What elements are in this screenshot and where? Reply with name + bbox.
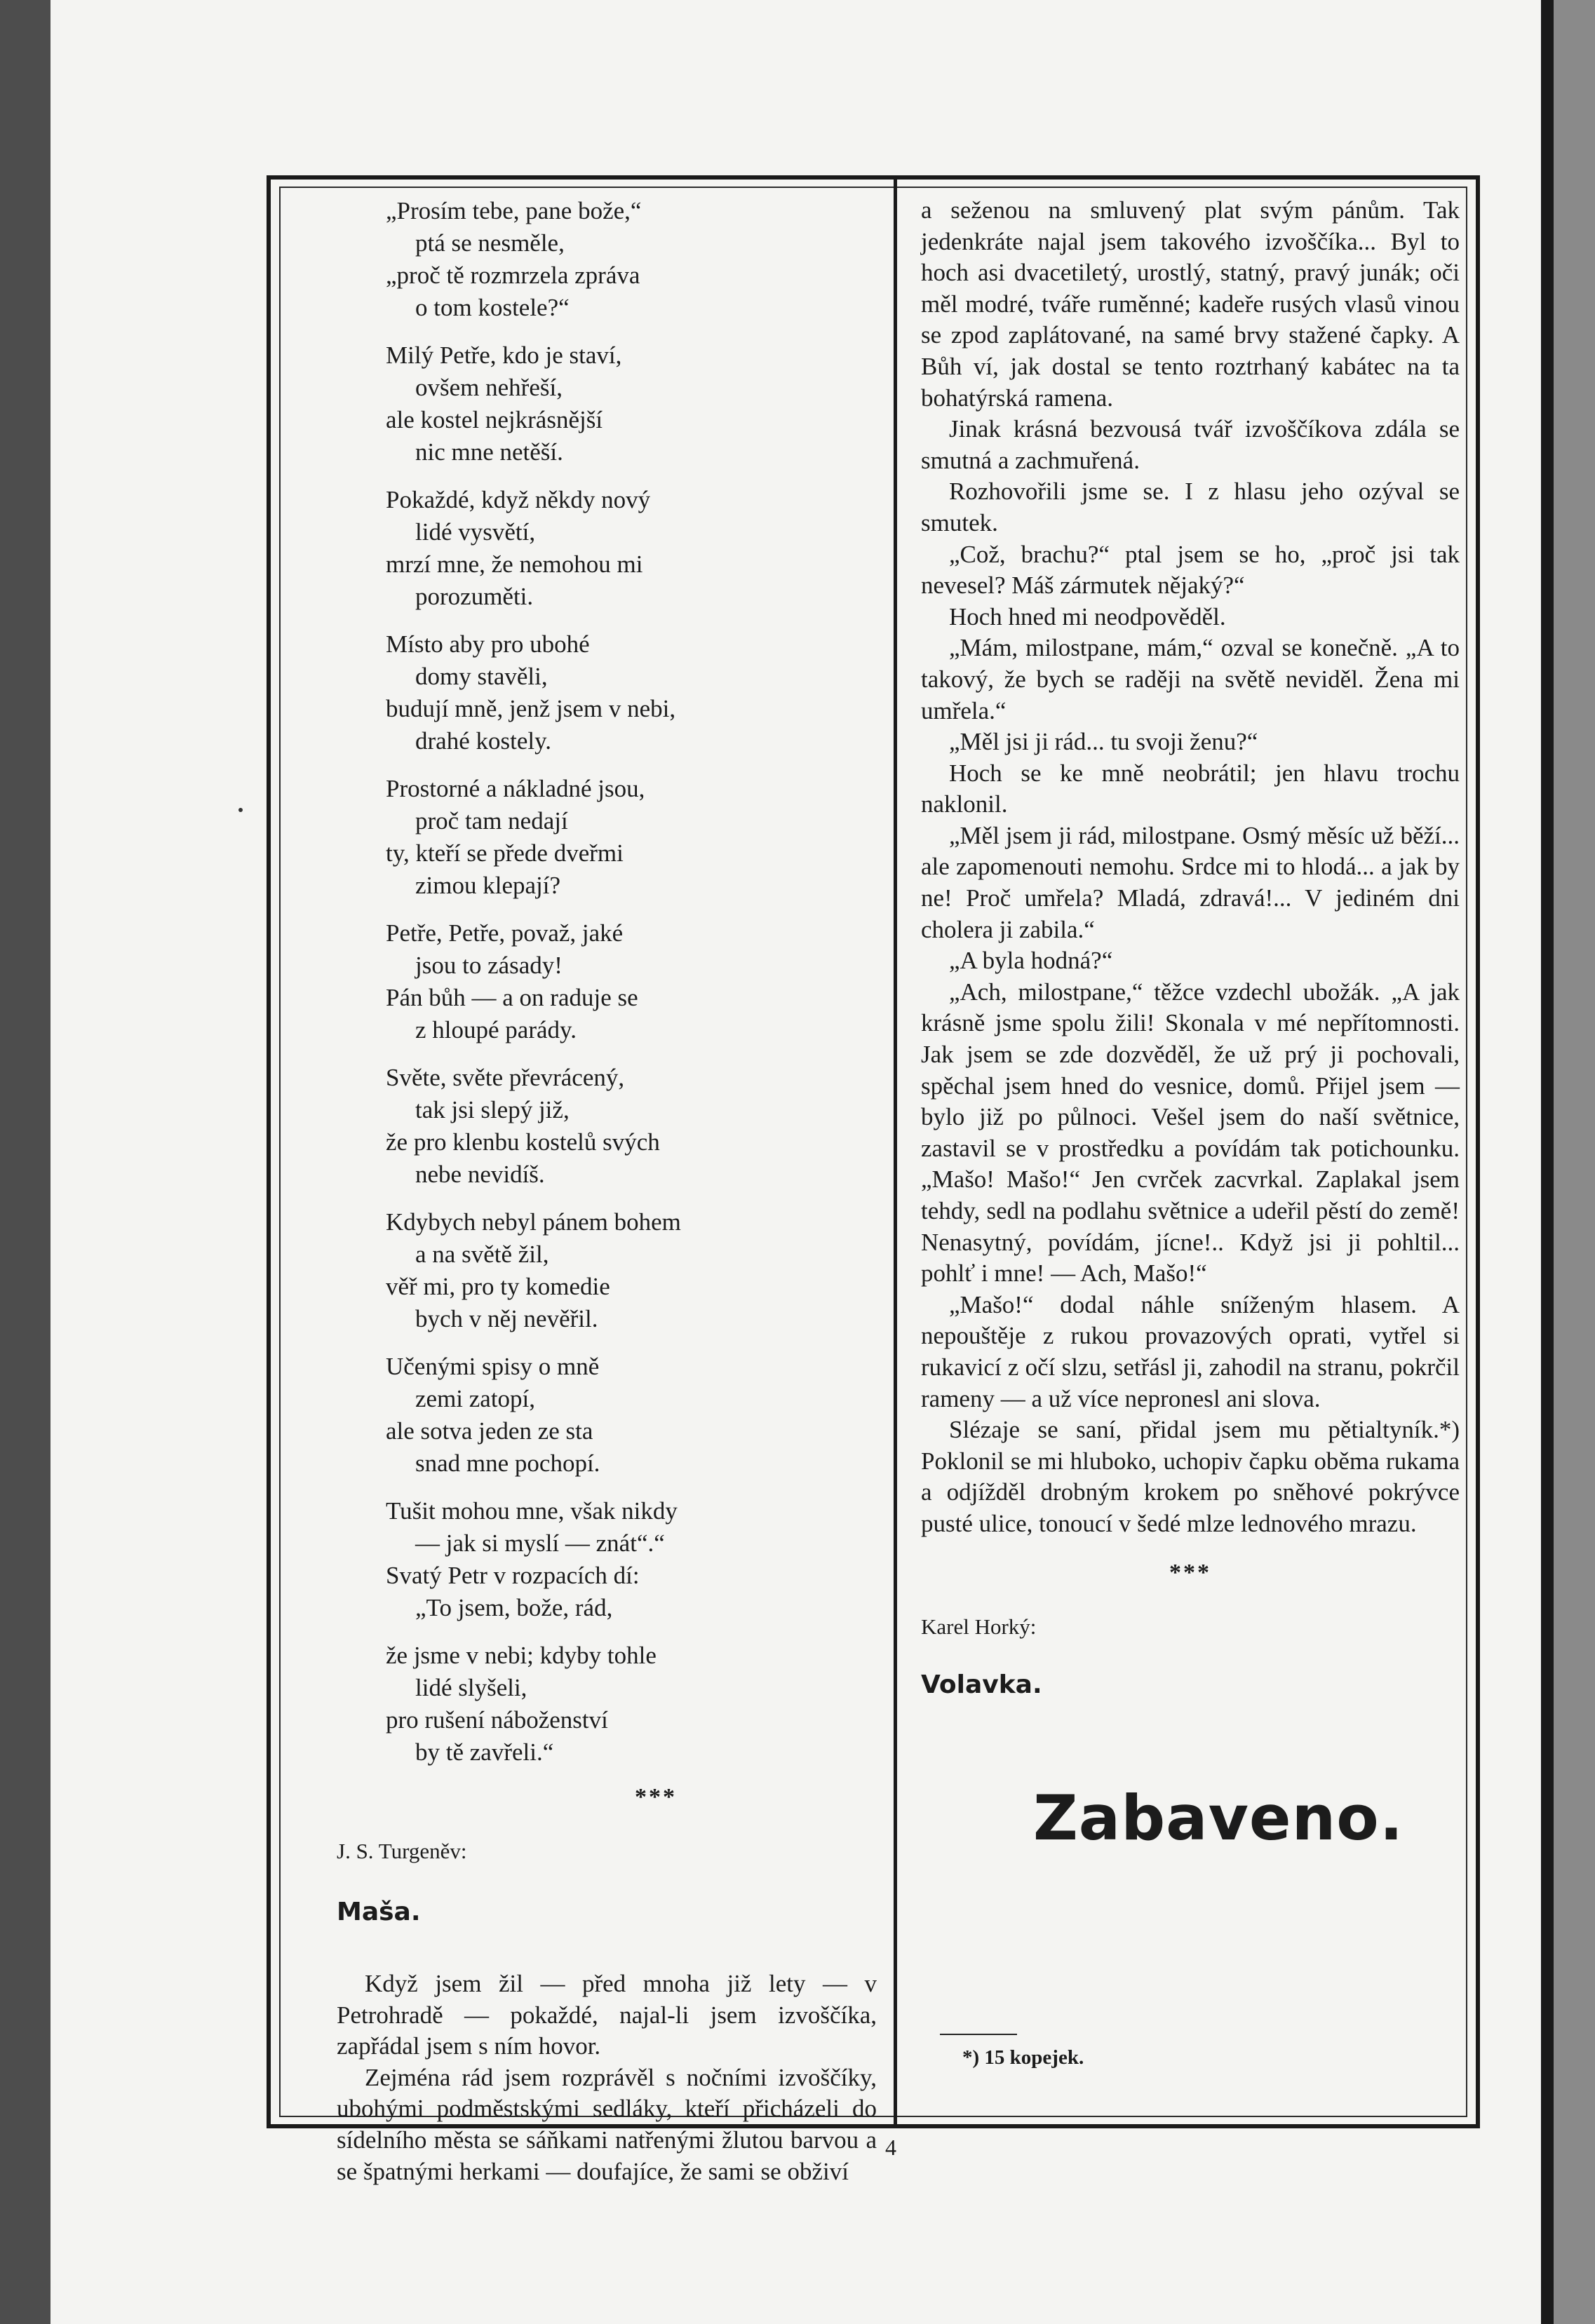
separator-stars: *** — [1169, 1559, 1211, 1586]
story-paragraph: Zejména rád jsem rozprávěl s nočními izvoščíky, ubohými podměstskými sedláky, kteří přicházeli do sídelního města se sáňkami natřenými žlutou barvou a se špatnými herkami — doufajíce, že sami se obživí — [337, 2063, 877, 2185]
story-author: J. S. Turgeněv: — [337, 1839, 467, 1863]
poem-line: nic mne netěší. — [415, 438, 563, 466]
separator-stars: *** — [635, 1784, 677, 1810]
poem-line: ty, kteří se přede dveřmi — [386, 839, 624, 867]
poem-line: ovšem nehřeší, — [415, 374, 563, 401]
story-paragraph: Hoch se ke mně neobrátil; jen hlavu trochu naklonil. — [921, 759, 1460, 818]
story-paragraph: „Což, brachu?“ ptal jsem se ho, „proč jsi tak nevesel? Máš zármutek nějaký?“ — [921, 540, 1460, 600]
poem-line: budují mně, jenž jsem v nebi, — [386, 695, 676, 722]
story-title: Maša. — [337, 1898, 421, 1926]
poem-line: věř mi, pro ty komedie — [386, 1273, 610, 1300]
story-paragraph: „Měl jsem ji rád, milostpane. Osmý měsíc už běží... ale zapomenouti nemohu. Srdce mi to hlodá... a jak by ne! Proč umřela? Mladá, zdravá!... V jediném dni cholera ji zabila.“ — [921, 821, 1460, 943]
page-edge — [1541, 0, 1554, 2324]
poem-stanza — [386, 628, 877, 757]
poem-stanza — [386, 917, 877, 1046]
story-paragraph: „Měl jsi ji rád... tu svoji ženu?“ — [949, 728, 1258, 756]
poem-line: Petře, Petře, považ, jaké — [386, 919, 624, 947]
poem-line: Pán bůh — a on raduje se — [386, 984, 638, 1011]
poem-line: zemi zatopí, — [415, 1385, 536, 1412]
poem-stanza — [386, 1495, 877, 1624]
story-paragraph: a seženou na smluvený plat svým pánům. Tak jedenkráte najal jsem takového izvoščíka... Byl to hoch asi dvacetiletý, urostlý, statný, pravý junák; oči měl modré, tváře ruměnné; kadeře rusých vlasů vinou se zpod zaplátované, na samé brvy stažené čapky. A Bůh ví, jak dostal se tento roztrhaný kabátec na ta bohatýrská ramena. — [921, 196, 1460, 412]
poem-line: že pro klenbu kostelů svých — [386, 1128, 660, 1156]
poem-line: — jak si myslí — znát“.“ — [415, 1529, 665, 1557]
poem-line: zimou klepají? — [415, 872, 561, 899]
poem-line: mrzí mne, že nemohou mi — [386, 550, 643, 578]
poem-line: o tom kostele?“ — [415, 294, 570, 321]
second-title: Volavka. — [921, 1670, 1042, 1699]
poem-line: ale kostel nejkrásnější — [386, 406, 603, 433]
poem-line: že jsme v nebi; kdyby tohle — [386, 1642, 657, 1669]
poem — [337, 195, 877, 1769]
poem-line: snad mne pochopí. — [415, 1450, 600, 1477]
poem-stanza — [386, 339, 877, 468]
poem-line: jsou to zásady! — [415, 952, 563, 979]
poem-line: Milý Petře, kdo je staví, — [386, 342, 622, 369]
story-paragraph: Jinak krásná bezvousá tvář izvoščíkova zdála se smutná a zachmuřená. — [921, 415, 1460, 474]
poem-line: a na světě žil, — [415, 1241, 549, 1268]
poem-line: „Prosím tebe, pane bože,“ — [386, 197, 642, 224]
poem-stanza — [386, 773, 877, 902]
poem-line: z hloupé parády. — [415, 1016, 577, 1043]
left-column — [337, 195, 877, 2187]
poem-line: „proč tě rozmrzela zpráva — [386, 262, 640, 289]
story-paragraph: „Mašo!“ dodal náhle sníženým hlasem. A nepouštěje z rukou provazových oprati, vytřel si rukavicí z očí slzu, setřásl ji, zahodil na stranu, pokrčil rameny — a už více nepronesl ani slova. — [921, 1290, 1460, 1412]
poem-line: Učenými spisy o mně — [386, 1353, 600, 1380]
story-paragraph: „Mám, milostpane, mám,“ ozval se konečně. „A to takový, že bych se raději na světě neviděl. Žena mi umřela.“ — [921, 634, 1460, 724]
poem-line: pro rušení náboženství — [386, 1706, 608, 1734]
poem-line: bych v něj nevěřil. — [415, 1305, 598, 1332]
poem-line: by tě zavřeli.“ — [415, 1738, 554, 1766]
second-author: Karel Horký: — [921, 1614, 1037, 1639]
story-paragraph: „A byla hodná?“ — [949, 947, 1113, 975]
censored-stamp: Zabaveno. — [1033, 1781, 1404, 1854]
poem-line: Místo aby pro ubohé — [386, 630, 590, 658]
poem-line: ptá se nesměle, — [415, 229, 565, 257]
poem-line: nebe nevidíš. — [415, 1161, 545, 1188]
footnote-rule — [940, 2034, 1017, 2035]
footnote: *) 15 kopejek. — [962, 2046, 1084, 2069]
poem-line: lidé vysvětí, — [415, 518, 536, 546]
poem-stanza — [386, 1206, 877, 1335]
poem-line: domy stavěli, — [415, 663, 548, 690]
poem-line: Kdybych nebyl pánem bohem — [386, 1208, 681, 1236]
poem-line: Pokaždé, když někdy nový — [386, 486, 651, 513]
right-column — [921, 195, 1460, 1854]
story-paragraph: Když jsem žil — před mnoha již lety — v Petrohradě — pokaždé, najal-li jsem izvoščíka, zapřádal jsem s ním hovor. — [337, 1970, 877, 2060]
poem-line: Tušit mohou mne, však nikdy — [386, 1497, 678, 1525]
poem-stanza — [386, 1640, 877, 1769]
page-number: 4 — [885, 2135, 896, 2160]
poem-stanza — [386, 195, 877, 324]
poem-line: proč tam nedají — [415, 807, 568, 835]
poem-line: porozuměti. — [415, 583, 534, 610]
poem-line: „To jsem, bože, rád, — [415, 1594, 613, 1621]
poem-line: Svatý Petr v rozpacích dí: — [386, 1562, 640, 1589]
poem-line: tak jsi slepý již, — [415, 1096, 570, 1123]
column-divider — [894, 175, 897, 2128]
story-paragraph: Slézaje se saní, přidal jsem mu pětialtyník.*) Poklonil se mi hluboko, uchopiv čapku oběma rukama a odjížděl drobným krokem po sněhové pokrývce pusté ulice, tonoucí v šedé mlze lednového mrazu. — [921, 1416, 1460, 1537]
story-paragraph: Hoch hned mi neodpověděl. — [949, 602, 1226, 630]
poem-line: Prostorné a nákladné jsou, — [386, 775, 645, 802]
poem-line: drahé kostely. — [415, 727, 552, 755]
poem-line: lidé slyšeli, — [415, 1674, 527, 1701]
ink-speck — [238, 808, 243, 812]
poem-stanza — [386, 1062, 877, 1191]
story-paragraph: „Ach, milostpane,“ těžce vzdechl ubožák. „A jak krásně jsme spolu žili! Skonala v mé nepřítomnosti. Jak jsem se zde dozvěděl, že už prý ji pochovali, spěchal jsem hned do vesnice, domů. Přijel jsem — bylo již po půlnoci. Vešel jsem do naší světnice, zastavil se v prostředku a povídám tak potichounku. „Mašo! Mašo!“ Jen cvrček zacvrkal. Zaplakal jsem tehdy, sedl na podlahu světnice a udeřil pěstí do země! Nenasytný, povídám, jícne!.. Když jsi ji pohltil... pohlť i mne! — Ach, Mašo!“ — [921, 978, 1460, 1288]
scan-margin — [1554, 0, 1595, 2324]
story-paragraph: Rozhovořili jsme se. I z hlasu jeho ozýval se smutek. — [921, 478, 1460, 536]
poem-line: ale sotva jeden ze sta — [386, 1417, 593, 1445]
poem-line: Světe, světe převrácený, — [386, 1064, 625, 1091]
poem-stanza — [386, 1351, 877, 1480]
poem-stanza — [386, 484, 877, 613]
